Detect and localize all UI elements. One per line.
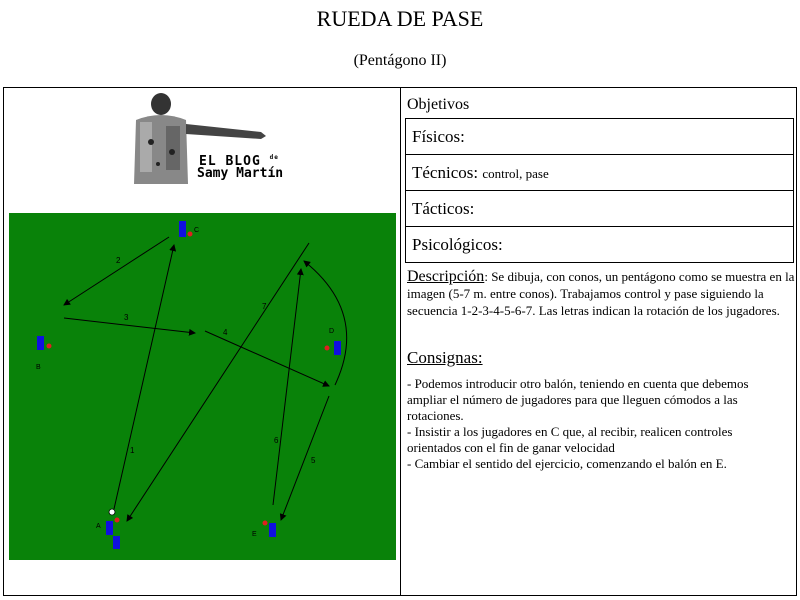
- column-divider: [400, 87, 401, 596]
- pass-number-7: 7: [262, 302, 267, 311]
- svg-text:B: B: [36, 364, 41, 371]
- objective-tecnicos: Técnicos: control, pase: [405, 154, 794, 191]
- page-subtitle: (Pentágono II): [353, 52, 447, 69]
- svg-text:E: E: [252, 531, 257, 538]
- pass-number-2: 2: [116, 256, 121, 265]
- objectives-label: Objetivos: [407, 96, 470, 113]
- svg-text:C: C: [194, 227, 200, 234]
- consigna-item: - Cambiar el sentido del ejercicio, comenzando el balón en E.: [407, 456, 727, 471]
- field-background: [9, 213, 396, 560]
- description-heading: Descripción: [407, 268, 485, 285]
- svg-text:A: A: [96, 523, 101, 530]
- consigna-item: - Insistir a los jugadores en C que, al recibir, realicen controles orientados con el fin de ganar velocidad: [407, 424, 733, 455]
- consigna-item: - Podemos introducir otro balón, teniendo en cuenta que debemos ampliar el número de jugadores para que lleguen cómodos a las rotaciones.: [407, 376, 749, 423]
- pass-number-1: 1: [130, 446, 135, 455]
- drill-diagram: [9, 213, 396, 560]
- logo-text-line2: Samy Martín: [197, 166, 284, 181]
- objective-tacticos: Tácticos:: [405, 190, 794, 227]
- pass-number-4: 4: [223, 328, 228, 337]
- logo-text-line1: EL BLOG $^{de}$: [199, 154, 279, 169]
- tecnicos-value: control, pase: [482, 166, 549, 181]
- pass-number-5: 5: [311, 456, 316, 465]
- consignas-list: [407, 376, 767, 472]
- consignas-heading: Consignas:: [407, 348, 483, 367]
- description-block: Descripción: Se dibuja, con conos, un pentágono como se muestra en la imagen (5-7 m. entre conos). Trabajamos control y pase siguiendo la secuencia 1-2-3-4-5-6-7. Las letras indican la rotación de los jugadores.: [407, 268, 795, 318]
- objective-psicologicos: Psicológicos:: [405, 226, 794, 263]
- pass-number-6: 6: [274, 436, 279, 445]
- objective-fisicos: Físicos:: [405, 118, 794, 155]
- page-title: RUEDA DE PASE: [316, 6, 484, 31]
- description-text: Se dibuja, con conos, un pentágono como se muestra en la imagen (5-7 m. entre conos). Trabajamos control y pase siguiendo la secuencia 1-2-3-4-5-6-7. Las letras indican la rotación de los jugadores.: [407, 269, 795, 318]
- svg-text:D: D: [329, 328, 335, 335]
- pass-number-3: 3: [124, 313, 129, 322]
